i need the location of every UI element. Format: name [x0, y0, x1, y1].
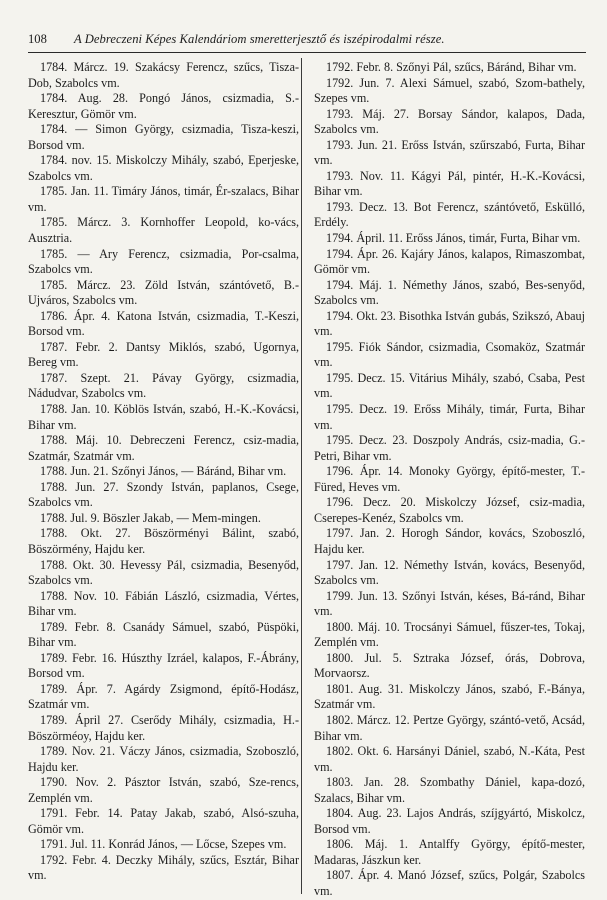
- list-item: 1801. Aug. 31. Miskolczy János, szabó, F.-Bánya, Szatmár vm.: [314, 681, 585, 712]
- list-item: 1788. Nov. 10. Fábián László, csizmadia, Vértes, Bihar vm.: [28, 588, 299, 619]
- list-item: 1788. Okt. 27. Böszörményi Bálint, szabó, Böszörmény, Hajdu ker.: [28, 526, 299, 556]
- running-title: A Debreczeni Képes Kalendáriom smeretterjesztő és iszépirodalmi része.: [74, 32, 445, 46]
- list-item: 1785. Jan. 11. Timáry János, timár, Ér-szalacs, Bihar vm.: [28, 184, 299, 214]
- list-item: 1793. Decz. 13. Bot Ferencz, szántóvető, Eskülló, Erdély.: [314, 199, 585, 230]
- list-item: 1785. — Ary Ferencz, csizmadia, Por-csalma, Szabolcs vm.: [28, 246, 299, 277]
- list-item: 1788. Máj. 10. Debreczeni Ferencz, csiz-madia, Szatmár, Szatmár vm.: [28, 433, 299, 463]
- column-divider: [301, 58, 302, 894]
- list-item: 1804. Aug. 23. Lajos András, szíjgyártó, Miskolcz, Borsod vm.: [314, 806, 585, 836]
- list-item: 1797. Jan. 12. Némethy István, kovács, Besenyőd, Szabolcs vm.: [314, 557, 585, 588]
- list-item: 1793. Jun. 21. Erőss István, szűrszabó, Furta, Bihar vm.: [314, 137, 585, 168]
- list-item: 1795. Decz. 19. Erőss Mihály, timár, Furta, Bihar vm.: [314, 402, 585, 432]
- list-item: 1792. Febr. 4. Deczky Mihály, szűcs, Esztár, Bihar vm.: [28, 852, 299, 883]
- list-item: 1788. Jan. 10. Köblös István, szabó, H.-K.-Kovácsi, Bihar vm.: [28, 402, 299, 432]
- list-item: 1788. Jul. 9. Böszler Jakab, — Mem-mingen.: [40, 510, 261, 525]
- list-item: 1784. Márcz. 19. Szakácsy Ferencz, szűcs, Tisza-Dob, Szabolcs vm.: [28, 60, 299, 90]
- list-item: 1790. Nov. 2. Pásztor István, szabó, Sze-rencs, Zemplén vm.: [28, 775, 299, 805]
- right-column: [314, 60, 585, 900]
- list-item: 1802. Okt. 6. Harsányi Dániel, szabó, N.-Káta, Pest vm.: [314, 744, 585, 774]
- list-item: 1789. Ápr. 7. Agárdy Zsigmond, építő-Hodász, Szatmár vm.: [28, 681, 299, 712]
- list-item: 1795. Fiók Sándor, csizmadia, Csomaköz, Szatmár vm.: [314, 339, 585, 370]
- list-item: 1788. Okt. 30. Hevessy Pál, csizmadia, Besenyőd, Szabolcs vm.: [28, 557, 299, 588]
- list-item: 1785. Márcz. 3. Kornhoffer Leopold, ko-vács, Ausztria.: [28, 215, 299, 246]
- list-item: 1784. nov. 15. Miskolczy Mihály, szabó, Eperjeske, Szabolcs vm.: [28, 153, 299, 183]
- list-item: 1789. Febr. 16. Húszthy Izráel, kalapos, F.-Ábrány, Borsod vm.: [28, 650, 299, 681]
- list-item: 1784. — Simon György, csizmadia, Tisza-keszi, Borsod vm.: [28, 122, 299, 152]
- list-item: 1791. Jul. 11. Konrád János, — Lőcse, Szepes vm.: [40, 837, 287, 852]
- list-item: 1788. Jun. 27. Szondy István, paplanos, Csege, Szabolcs vm.: [28, 479, 299, 510]
- list-item: 1787. Szept. 21. Pávay György, csizmadia, Nádudvar, Szabolcs vm.: [28, 370, 299, 401]
- left-column: [28, 60, 299, 884]
- page-header: [28, 30, 588, 48]
- list-item: 1794. Okt. 23. Bisothka István gubás, Szikszó, Abauj vm.: [314, 308, 585, 339]
- list-item: 1794. Ápril. 11. Erőss János, timár, Furta, Bihar vm.: [326, 231, 581, 246]
- list-item: 1786. Ápr. 4. Katona István, csizmadia, T.-Keszi, Borsod vm.: [28, 308, 299, 339]
- list-item: 1792. Jun. 7. Alexi Sámuel, szabó, Szom-bathely, Szepes vm.: [314, 75, 585, 106]
- list-item: 1802. Márcz. 12. Pertze György, szántó-vető, Acsád, Bihar vm.: [314, 712, 585, 743]
- list-item: 1799. Jun. 13. Szőnyi István, késes, Bá-ránd, Bihar vm.: [314, 588, 585, 619]
- header-rule: [28, 52, 586, 53]
- list-item: 1788. Jun. 21. Szőnyi János, — Báránd, Bihar vm.: [40, 464, 287, 479]
- page-number: 108: [28, 32, 47, 46]
- list-item: 1807. Ápr. 4. Manó József, szűcs, Polgár, Szabolcs vm.: [314, 868, 585, 898]
- list-item: 1787. Febr. 2. Dantsy Miklós, szabó, Ugornya, Bereg vm.: [28, 339, 299, 370]
- list-item: 1806. Máj. 1. Antalffy György, építő-mester, Madaras, Jászkun ker.: [314, 837, 585, 867]
- list-item: 1795. Decz. 23. Doszpoly András, csiz-madia, G.-Petri, Bihar vm.: [314, 433, 585, 463]
- list-item: 1793. Máj. 27. Borsay Sándor, kalapos, Dada, Szabolcs vm.: [314, 106, 585, 137]
- list-item: 1795. Decz. 15. Vitárius Mihály, szabó, Csaba, Pest vm.: [314, 370, 585, 401]
- list-item: 1800. Jul. 5. Sztraka József, órás, Dobrova, Morvaorsz.: [314, 650, 585, 681]
- list-item: 1789. Nov. 21. Váczy János, csizmadia, Szoboszló, Hajdu ker.: [28, 744, 299, 774]
- list-item: 1789. Ápril 27. Cserődy Mihály, csizmadia, H.-Böszörméoy, Hajdu ker.: [28, 712, 299, 743]
- list-item: 1794. Máj. 1. Némethy János, szabó, Bes-senyőd, Szabolcs vm.: [314, 277, 585, 308]
- list-item: 1785. Márcz. 23. Zöld István, szántóvető, B.-Ujváros, Szabolcs vm.: [28, 277, 299, 308]
- list-item: 1794. Ápr. 26. Kajáry János, kalapos, Rimaszombat, Gömör vm.: [314, 246, 585, 277]
- list-item: 1796. Decz. 20. Miskolczy József, csiz-madia, Cserepes-Kenéz, Szabolcs vm.: [314, 495, 585, 525]
- list-item: 1791. Febr. 14. Patay Jakab, szabó, Alsó-szuha, Gömör vm.: [28, 806, 299, 836]
- list-item: 1797. Jan. 2. Horogh Sándor, kovács, Szoboszló, Hajdu ker.: [314, 526, 585, 556]
- list-item: 1800. Máj. 10. Trocsányi Sámuel, fűszer-tes, Tokaj, Zemplén vm.: [314, 619, 585, 650]
- list-item: 1793. Nov. 11. Kágyi Pál, pintér, H.-K.-Kovácsi, Bihar vm.: [314, 168, 585, 199]
- list-item: 1796. Ápr. 14. Monoky György, építő-mester, T.-Füred, Heves vm.: [314, 464, 585, 494]
- list-item: 1789. Febr. 8. Csanády Sámuel, szabó, Püspöki, Bihar vm.: [28, 619, 299, 650]
- list-item: 1792. Febr. 8. Szőnyi Pál, szűcs, Báránd, Bihar vm.: [326, 60, 577, 74]
- list-item: 1803. Jan. 28. Szombathy Dániel, kapa-dozó, Szalacs, Bihar vm.: [314, 775, 585, 805]
- list-item: 1784. Aug. 28. Pongó János, csizmadia, S.-Keresztur, Gömör vm.: [28, 91, 299, 121]
